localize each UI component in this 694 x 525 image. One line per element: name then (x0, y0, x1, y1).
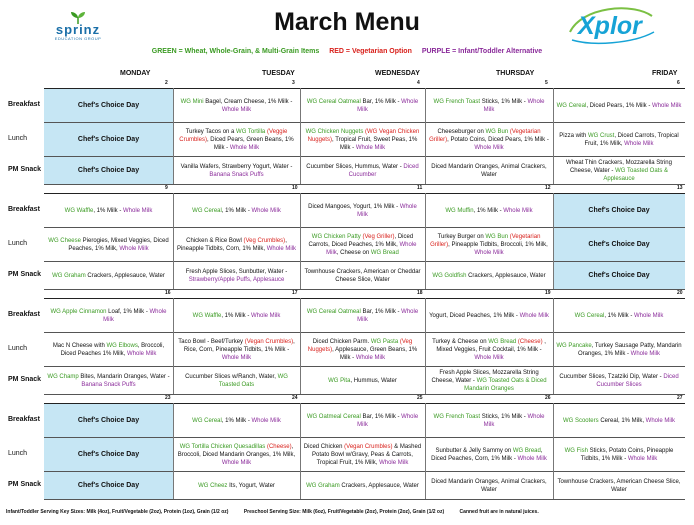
menu-cell-lunch: Pizza with WG Crust, Diced Carrots, Tropical Fruit, 1% Milk, Whole Milk (559, 132, 679, 147)
menu-cell-lunch: Diced Chicken (Vegan Crumbles) & Mashed Potato Bowl w/Gravy, Peas & Carrots, Tropical Fruit, 1% Milk, Whole Milk (303, 443, 422, 466)
menu-cell-lunch: WG Tortilla Chicken Quesadillas (Cheese), Broccoli, Diced Mandarin Oranges, 1% Milk, Whole Milk (177, 443, 296, 466)
menu-cell-lunch: Chef's Choice Day (553, 228, 685, 261)
menu-cell-breakfast: WG Mini Bagel, Cream Cheese, 1% Milk - Whole Milk (180, 98, 293, 113)
xplor-logo (562, 2, 662, 48)
day-header-thursday: THURSDAY (496, 70, 535, 77)
menu-cell-breakfast: Diced Mangoes, Yogurt, 1% Milk - Whole Milk (308, 203, 417, 218)
menu-cell-snack: Townhouse Crackers, American or Cheddar Cheese Slice, Water (304, 268, 421, 283)
row-label-lunch: Lunch (8, 135, 28, 142)
week-top-border (44, 88, 685, 89)
color-legend (0, 48, 694, 55)
date-number: 17 (292, 290, 298, 296)
menu-cell-lunch: Chef's Choice Day (44, 438, 173, 471)
menu-cell-snack: Cucumber Slices, Tzatziki Dip, Water - Diced Cucumber Slices (559, 373, 679, 388)
menu-cell-breakfast: Chef's Choice Day (553, 194, 685, 227)
menu-cell-breakfast: WG Muffin, 1% Milk - Whole Milk (445, 207, 533, 214)
row-divider (44, 289, 685, 290)
date-number: 24 (292, 395, 298, 401)
menu-cell-breakfast: WG Waffle, 1% Milk - Whole Milk (192, 312, 281, 319)
date-number: 10 (292, 185, 298, 191)
menu-cell-snack: Chef's Choice Day (44, 157, 173, 184)
week-top-border (44, 193, 685, 194)
day-header-friday: FRIDAY (652, 70, 678, 77)
column-divider (425, 403, 426, 499)
menu-cell-lunch: Diced Chicken Parm. WG Pasta (Veg Nuggets), Applesauce, Green Beans, 1% Milk - Whole Milk (307, 338, 418, 361)
column-divider (553, 88, 554, 184)
menu-cell-snack: Cucumber Slices, Hummus, Water - Diced Cucumber (306, 163, 419, 178)
row-label-breakfast: Breakfast (8, 101, 40, 108)
xplor-logo-text: Xplor (578, 12, 642, 40)
date-number: 26 (545, 395, 551, 401)
menu-cell-breakfast: WG French Toast Sticks, 1% Milk - Whole Milk (433, 413, 545, 428)
day-header-wednesday: WEDNESDAY (375, 70, 420, 77)
menu-cell-snack: Chef's Choice Day (553, 262, 685, 289)
menu-cell-snack: Vanilla Wafers, Strawberry Yogurt, Water - Banana Snack Puffs (180, 163, 293, 178)
menu-cell-snack: Townhouse Crackers, American Cheese Slice, Water (557, 478, 681, 493)
column-divider (425, 298, 426, 394)
date-number: 19 (545, 290, 551, 296)
menu-cell-snack: WG Graham Crackers, Applesauce, Water (52, 272, 165, 279)
date-number: 2 (165, 80, 168, 86)
menu-cell-breakfast: Yogurt, Diced Peaches, 1% Milk - Whole Milk (429, 312, 549, 319)
column-divider (300, 298, 301, 394)
date-number: 11 (417, 185, 423, 191)
menu-cell-lunch: Chef's Choice Day (44, 123, 173, 156)
menu-cell-breakfast: WG Apple Cinnamon Loaf, 1% Milk - Whole Milk (50, 308, 167, 323)
menu-cell-breakfast: WG Cereal, 1% Milk - Whole Milk (192, 207, 281, 214)
menu-cell-snack: WG Cheez Its, Yogurt, Water (198, 482, 275, 489)
date-number: 9 (165, 185, 168, 191)
date-number: 25 (417, 395, 423, 401)
legend-red: RED = Vegetarian Option (329, 48, 412, 55)
menu-cell-breakfast: WG Cereal Oatmeal Bar, 1% Milk - Whole Milk (306, 98, 419, 113)
menu-cell-lunch: WG Chicken Patty (Veg Griller), Diced Carrots, Diced Peaches, 1% Milk, Whole Milk, Cheese on WG Bread (308, 233, 417, 256)
menu-cell-lunch: Chicken & Rice Bowl (Veg Crumbles), Pineapple Tidbits, Corn, 1% Milk, Whole Milk (176, 237, 297, 252)
column-divider (425, 88, 426, 184)
menu-cell-lunch: Taco Bowl - Beef/Turkey (Vegan Crumbles), Rice, Corn, Pineapple Tidbits, 1% Milk - Whole Milk (178, 338, 295, 361)
column-divider (300, 88, 301, 184)
day-header-monday: MONDAY (120, 70, 151, 77)
menu-cell-breakfast: Chef's Choice Day (44, 89, 173, 122)
row-divider (44, 394, 685, 395)
date-number: 20 (677, 290, 683, 296)
menu-cell-breakfast: WG Cereal, 1% Milk - Whole Milk (574, 312, 664, 319)
serving-size-footer (6, 509, 690, 515)
menu-cell-lunch: WG Fish Sticks, Potato Coins, Pineapple Tidbits, 1% Milk - Whole Milk (564, 447, 674, 462)
menu-cell-snack: Cucumber Slices w/Ranch, Water, WG Toasted Oats (185, 373, 288, 388)
date-number: 3 (292, 80, 295, 86)
row-label-breakfast: Breakfast (8, 416, 40, 423)
row-divider (44, 499, 685, 500)
row-label-breakfast: Breakfast (8, 206, 40, 213)
menu-cell-breakfast: WG Waffle, 1% Milk - Whole Milk (64, 207, 153, 214)
menu-cell-lunch: WG Cheese Pierogies, Mixed Veggies, Diced Peaches, 1% Milk, Whole Milk (48, 237, 169, 252)
menu-cell-breakfast: WG Cereal, Diced Pears, 1% Milk - Whole Milk (556, 102, 682, 109)
menu-cell-breakfast: WG Cereal, 1% Milk - Whole Milk (192, 417, 281, 424)
date-number: 18 (417, 290, 423, 296)
menu-cell-lunch: Turkey Burger on WG Bun (Vegetarian Griller), Pineapple Tidbits, Broccoli, 1% Milk, Whole Milk (430, 233, 548, 256)
column-divider (553, 298, 554, 394)
date-number: 16 (165, 290, 171, 296)
row-label-snack: PM Snack (8, 271, 42, 278)
date-number: 27 (677, 395, 683, 401)
day-header-tuesday: TUESDAY (262, 70, 295, 77)
menu-cell-lunch: Turkey & Cheese on WG Bread (Cheese) , Mixed Veggies, Fruit Cocktail, 1% Milk - Whole Milk (432, 338, 546, 361)
row-label-snack: PM Snack (8, 481, 42, 488)
menu-cell-snack: Diced Mandarin Oranges, Animal Crackers, Water (431, 478, 547, 493)
column-divider (173, 88, 174, 184)
column-divider (173, 193, 174, 289)
row-label-lunch: Lunch (8, 345, 28, 352)
date-number: 12 (545, 185, 551, 191)
menu-cell-breakfast: WG Scooters Cereal, 1% Milk, Whole Milk (562, 417, 676, 424)
legend-purple: PURPLE = Infant/Toddler Alternative (421, 48, 543, 55)
row-label-lunch: Lunch (8, 450, 28, 457)
date-number: 6 (677, 80, 680, 86)
menu-cell-snack: WG Graham Crackers, Applesauce, Water (306, 482, 419, 489)
date-number: 5 (545, 80, 548, 86)
legend-green: GREEN = Wheat, Whole-Grain, & Multi-Grain Items (151, 48, 320, 55)
column-divider (300, 193, 301, 289)
row-label-snack: PM Snack (8, 166, 42, 173)
date-number: 13 (677, 185, 683, 191)
column-divider (425, 193, 426, 289)
menu-cell-breakfast: WG French Toast Sticks, 1% Milk - Whole Milk (433, 98, 545, 113)
row-label-breakfast: Breakfast (8, 311, 40, 318)
column-divider (173, 298, 174, 394)
menu-cell-lunch: Sunbutter & Jelly Sammy on WG Bread, Diced Peaches, Corn, 1% Milk - Whole Milk (431, 447, 547, 462)
menu-cell-lunch: Cheeseburger on WG Bun (Vegetarian Griller), Potato Coins, Diced Pears, 1% Milk - Whole Milk (429, 128, 549, 151)
footer-canned: Canned fruit are in natural juices. (459, 509, 539, 515)
menu-cell-snack: Chef's Choice Day (44, 472, 173, 499)
footer-preschool: Preschool Serving Size: Milk (6oz), Fruit/Vegetable (2oz), Protein (2oz), Grain (1/2 oz) (243, 509, 445, 515)
column-divider (173, 403, 174, 499)
week-top-border (44, 298, 685, 299)
column-divider (553, 403, 554, 499)
sprinz-logo-text: sprinz (55, 22, 101, 37)
menu-cell-lunch: WG Chicken Nuggets (WG Vegan Chicken Nuggets), Tropical Fruit, Sweet Peas, 1% Milk - Whole Milk (305, 128, 420, 151)
menu-cell-snack: WG Champ Bites, Mandarin Oranges, Water - Banana Snack Puffs (47, 373, 170, 388)
menu-cell-snack: Wheat Thin Crackers, Mozzarella String Cheese, Water - WG Toasted Oats & Applesauce (566, 159, 672, 182)
date-number: 23 (165, 395, 171, 401)
menu-cell-snack: Fresh Apple Slices, Mozzarella String Cheese, Water - WG Toasted Oats & Diced Mandarin Oranges (431, 369, 547, 392)
row-divider (44, 184, 685, 185)
menu-cell-lunch: WG Pancake, Turkey Sausage Patty, Mandarin Oranges, 1% Milk - Whole Milk (556, 342, 682, 357)
menu-cell-breakfast: WG Oatmeal Cereal Bar, 1% Milk - Whole Milk (306, 413, 419, 428)
page-title: March Menu (274, 8, 420, 36)
menu-cell-snack: Fresh Apple Slices, Sunbutter, Water - Strawberry/Apple Puffs, Applesauce (185, 268, 288, 283)
column-divider (553, 193, 554, 289)
row-label-lunch: Lunch (8, 240, 28, 247)
menu-cell-lunch: Mac N Cheese with WG Elbows, Broccoli, Diced Peaches 1% Milk, Whole Milk (52, 342, 165, 357)
menu-cell-lunch: Turkey Tacos on a WG Tortilla (Veggie Crumbles), Diced Pears, Green Beans, 1% Milk - Whole Milk (179, 128, 294, 151)
footer-infant: Infant/Toddler Serving Key Sizes: Milk (4oz), Fruit/Vegetable (2oz), Protein (1oz), Grain (1/2 oz) (6, 509, 229, 515)
menu-cell-breakfast: Chef's Choice Day (44, 404, 173, 437)
sprinz-logo-tagline: EDUCATION GROUP (54, 36, 102, 41)
menu-cell-snack: Diced Mandarin Oranges, Animal Crackers, Water (431, 163, 547, 178)
row-label-snack: PM Snack (8, 376, 42, 383)
column-divider (300, 403, 301, 499)
menu-cell-snack: WG Goldfish Crackers, Applesauce, Water (432, 272, 546, 279)
menu-cell-breakfast: WG Cereal Oatmeal Bar, 1% Milk - Whole Milk (306, 308, 419, 323)
week-top-border (44, 403, 685, 404)
menu-cell-snack: WG Pita, Hummus, Water (328, 377, 397, 384)
date-number: 4 (417, 80, 420, 86)
